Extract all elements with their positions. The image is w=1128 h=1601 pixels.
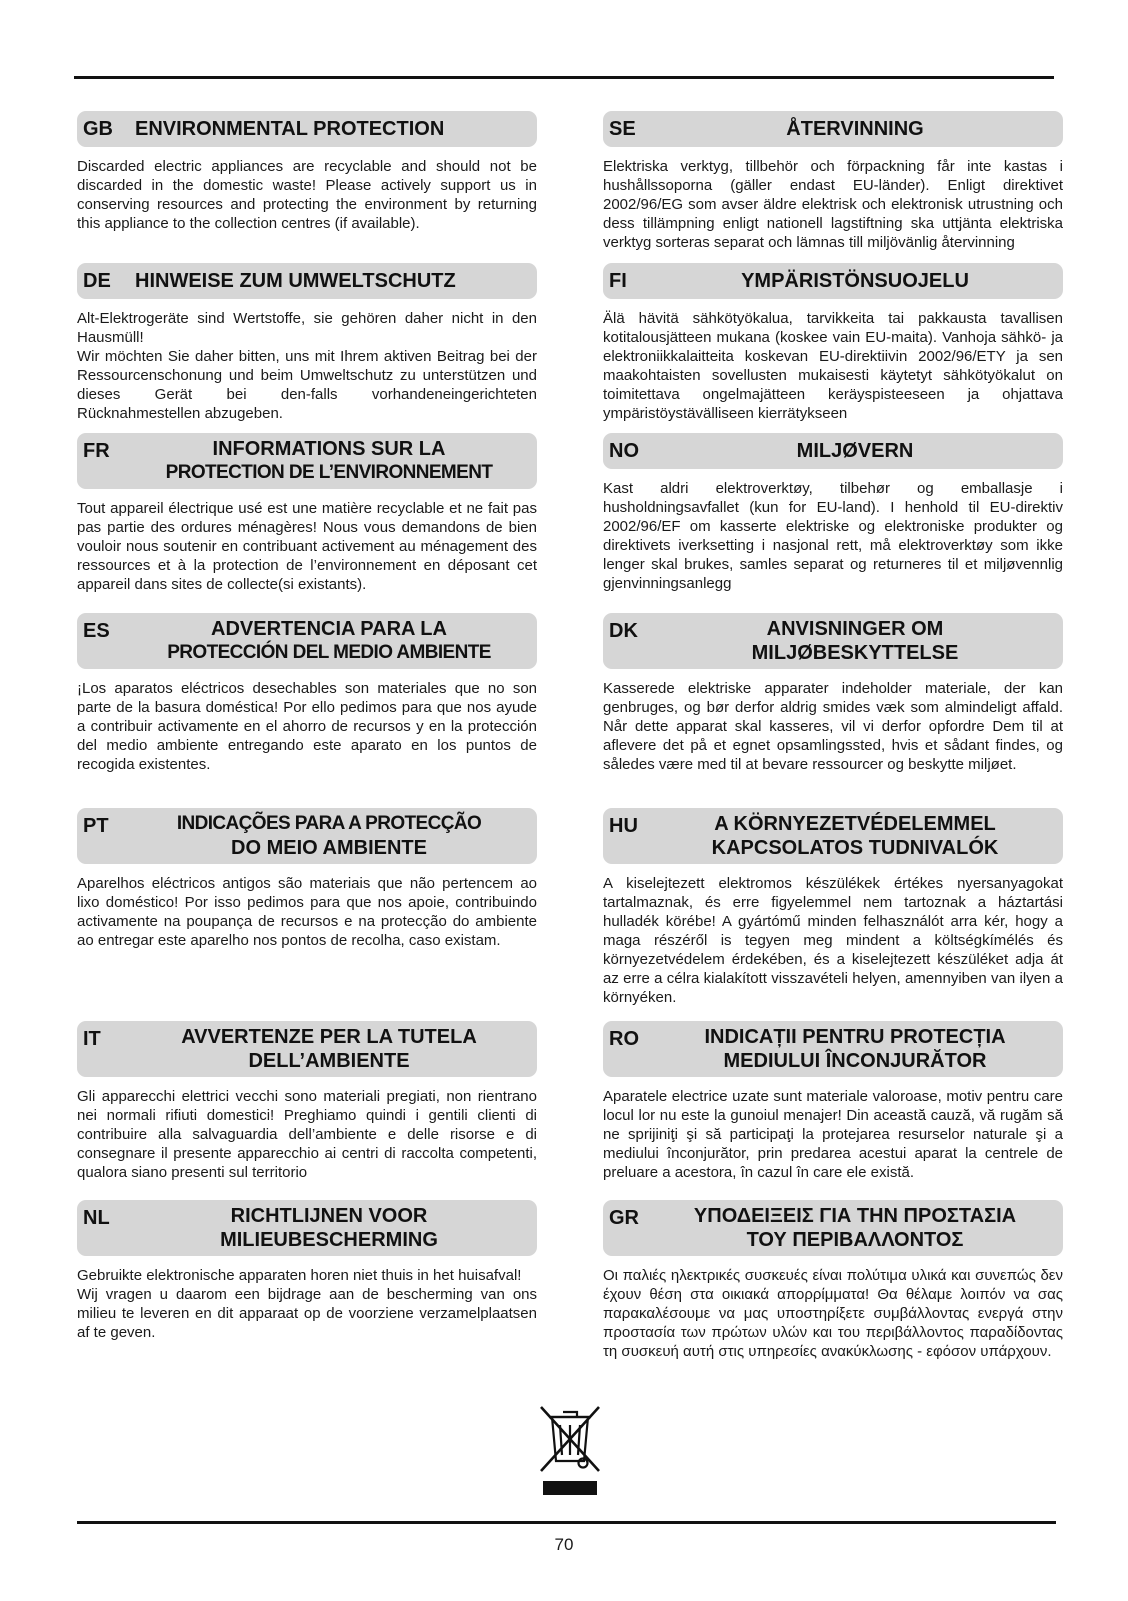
crossed-out-wheelie-bin-icon xyxy=(539,1405,601,1495)
section-text: Gebruikte elektronische apparaten horen niet thuis in het huisafval! Wij vragen u daarom een bijdrage aan de bescherming van ons milieu te leveren en dit apparaat op de voorziene verzamelplaatsen af te geven. xyxy=(77,1267,537,1341)
section-text: Alt-Elektrogeräte sind Wertstoffe, sie gehören daher nicht in den Hausmüll! Wir möchten Sie daher bitten, uns mit Ihrem aktiven Beitrag bei der Ressourcenschonung und beim Umweltschutz zu unterstützen und dieses Gerät bei den-falls vorhandeneingerichteten Rücknahmestellen abzugeben. xyxy=(77,310,537,422)
section-text: A kiselejtezett elektromos készülékek értékes nyersanyagokat tartalmaznak, és erre figyelemmel nem tartoznak a háztartási hulladék körébe! A gyártómű minden felhasználót arra kér, hogy a maga részéről is tegyen meg mindent a költségkímélés és környezetvédelem érdekében, és a kiselejtezett készüléket adja át az erre a célra kialakított visszavételi helyen, amennyiben van ilyen a környéken. xyxy=(603,875,1063,1006)
section-de xyxy=(77,263,537,423)
section-title: HINWEISE ZUM UMWELTSCHUTZ xyxy=(135,270,456,292)
page-number: 70 xyxy=(554,1535,574,1554)
section-text: Elektriska verktyg, tillbehör och förpackning får inte kastas i hushållssoporna (gäller endast EU-länder). Enligt direktivet 2002/96/EG som avser äldre elektrisk och elektronisk utrustning och dess tillämpning enligt nationell lagstiftning ska uttjänta elektriska verktyg sorteras separat och lämnas till miljövänlig återvinning xyxy=(603,158,1063,251)
section-header xyxy=(77,433,537,489)
section-text: Aparelhos eléctricos antigos são materiais que não pertencem ao lixo doméstico! Por isso pedimos para que nos apoie, contribuindo activamente na poupança de recursos e na protecção do ambiente ao entregar este aparelho nos pontos de recolha, caso existam. xyxy=(77,875,537,949)
language-code: FR xyxy=(83,440,110,462)
section-header xyxy=(77,808,537,864)
language-code: FI xyxy=(609,270,627,292)
language-code: SE xyxy=(609,118,636,140)
section-text: Gli apparecchi elettrici vecchi sono materiali pregiati, non rientrano nei normali rifiuti domestici! Preghiamo quindi i gentili clienti di contribuire alla salvaguardia dell’ambiente e delle risorse e di consegnare il presente apparecchio ai centri di raccolta competenti, qualora siano presenti sul territorio xyxy=(77,1088,537,1181)
section-header xyxy=(603,613,1063,669)
section-title: INDICAÇÕES PARA A PROTECÇÃO DO MEIO AMBIENTE xyxy=(176,813,482,859)
section-header xyxy=(603,1021,1063,1077)
section-header xyxy=(77,1021,537,1077)
language-code: GB xyxy=(83,118,113,140)
section-gr xyxy=(603,1200,1063,1361)
section-text: Οι παλιές ηλεκτρικές συσκευές είναι πολύτιμα υλικά και συνεπώς δεν έχουν θέση στα οικιακά απορρίμματα! Θα θέλαμε λοιπόν να σας παρακαλέσουμε να μας υποστηρίξετε συμβάλλοντας ενεργά στην προστασία των πρώτων υλών και του περιβάλλοντος παραδίδοντας τη συσκευή αυτή στις υπηρεσίες ανακύκλωσης - εφόσον υπάρχουν. xyxy=(603,1267,1063,1360)
section-no xyxy=(603,433,1063,593)
language-code: DE xyxy=(83,270,111,292)
section-title: ENVIRONMENTAL PROTECTION xyxy=(135,118,445,140)
section-title: INDICAȚII PENTRU PROTECȚIA MEDIULUI ÎNCONJURĂTOR xyxy=(704,1026,1006,1072)
section-title: ÅTERVINNING xyxy=(786,118,924,140)
section-hu xyxy=(603,808,1063,1007)
section-header xyxy=(77,613,537,669)
section-title: AVVERTENZE PER LA TUTELA DELL’AMBIENTE xyxy=(181,1026,477,1072)
section-header xyxy=(77,111,537,147)
section-gb xyxy=(77,111,537,233)
language-code: DK xyxy=(609,620,638,642)
language-code: RO xyxy=(609,1028,639,1050)
section-it xyxy=(77,1021,537,1182)
section-title: INFORMATIONS SUR LA PROTECTION DE L’ENVIRONNEMENT xyxy=(165,438,493,483)
section-header xyxy=(77,1200,537,1256)
language-code: ES xyxy=(83,620,110,642)
section-nl xyxy=(77,1200,537,1342)
section-header xyxy=(77,263,537,299)
top-rule xyxy=(74,76,1054,79)
language-code: NL xyxy=(83,1207,110,1229)
section-fi xyxy=(603,263,1063,423)
section-se xyxy=(603,111,1063,252)
section-pt xyxy=(77,808,537,950)
section-title: A KÖRNYEZETVÉDELEMMEL KAPCSOLATOS TUDNIVALÓK xyxy=(711,813,999,859)
section-title: RICHTLIJNEN VOOR MILIEUBESCHERMING xyxy=(220,1205,438,1251)
section-text: Kast aldri elektroverktøy, tilbehør og emballasje i husholdningsavfallet (kun for EU-land). I henhold til EU-direktiv 2002/96/EF om kasserte elektriske og elektroniske produkter og direktivets iverksetting i nasjonal rett, må elektroverktøy som ikke lenger skal brukes, samles separat og returneres til et miljøvennlig gjenvinningsanlegg xyxy=(603,480,1063,592)
section-title: ADVERTENCIA PARA LA PROTECCIÓN DEL MEDIO AMBIENTE xyxy=(167,618,491,663)
section-text: Kasserede elektriske apparater indeholder materiale, der kan genbruges, og bør derfor aldrig smides væk som almindeligt affald. Når dette apparat skal kasseres, vil vi derfor opfordre Dem til at aflevere det på et egnet opsamlingssted, hvis et sådant findes, og således være med til at bevare ressourcer og beskytte miljøet. xyxy=(603,680,1063,773)
section-dk xyxy=(603,613,1063,774)
section-header xyxy=(603,263,1063,299)
section-text: ¡Los aparatos eléctricos desechables son materiales que no son parte de la basura doméstica! Por ello pedimos para que nos ayude a contribuir activamente en el ahorro de recursos y en la protección del medio ambiente entregando este aparato en los puntos de recogida existentes. xyxy=(77,680,537,773)
language-code: NO xyxy=(609,440,639,462)
section-title: MILJØVERN xyxy=(796,440,914,462)
section-text: Tout appareil électrique usé est une matière recyclable et ne fait pas pas partie des ordures ménagères! Nous vous demandons de bien vouloir nous soutenir en contribuant activement au ménagement des ressources et à la protection de l’environnement en déposant cet appareil dans sites de collecte(si existants). xyxy=(77,500,537,593)
bottom-rule xyxy=(77,1521,1056,1524)
section-fr xyxy=(77,433,537,594)
language-code: HU xyxy=(609,815,638,837)
section-title: YMPÄRISTÖNSUOJELU xyxy=(741,270,969,292)
section-text: Älä hävitä sähkötyökalua, tarvikkeita tai pakkausta tavallisen kotitalousjätteen mukana (koskee vain EU-maita). Vanhoja sähkö- ja elektroniikkalaitteita koskevan EU-direktiivin 2002/96/ETY ja sen maakohtaisten sovellusten mukaisesti käytetyt sähkötyökalut on toimitettava ongelmajätteen keräyspisteeseen ja ohjattava ympäristöystävälliseen kierrätykseen xyxy=(603,310,1063,422)
section-text: Aparatele electrice uzate sunt materiale valoroase, motiv pentru care locul lor nu este la gunoiul menajer! Din această cauză, vă rugăm să ne sprijiniţi şi să participaţi la protejarea resurselor naturale şi a mediului înconjurător, prin predarea acestui aparat la centrele de preluare a acestora, în cazul în care ele există. xyxy=(603,1088,1063,1181)
section-title: ΥΠΟΔΕΙΞΕΙΣ ΓΙΑ ΤΗΝ ΠΡΟΣΤΑΣΙΑ ΤΟΥ ΠΕΡΙΒΑΛΛΟΝΤΟΣ xyxy=(693,1205,1017,1251)
language-code: GR xyxy=(609,1207,639,1229)
section-header xyxy=(603,433,1063,469)
section-header xyxy=(603,808,1063,864)
section-title: ANVISNINGER OM MILJØBESKYTTELSE xyxy=(751,618,959,664)
section-header xyxy=(603,111,1063,147)
language-code: IT xyxy=(83,1028,101,1050)
language-code: PT xyxy=(83,815,109,837)
section-header xyxy=(603,1200,1063,1256)
section-es xyxy=(77,613,537,774)
section-ro xyxy=(603,1021,1063,1182)
section-text: Discarded electric appliances are recyclable and should not be discarded in the domestic waste! Please actively support us in conserving resources and protecting the environment by returning this appliance to the collection centres (if available). xyxy=(77,158,537,232)
